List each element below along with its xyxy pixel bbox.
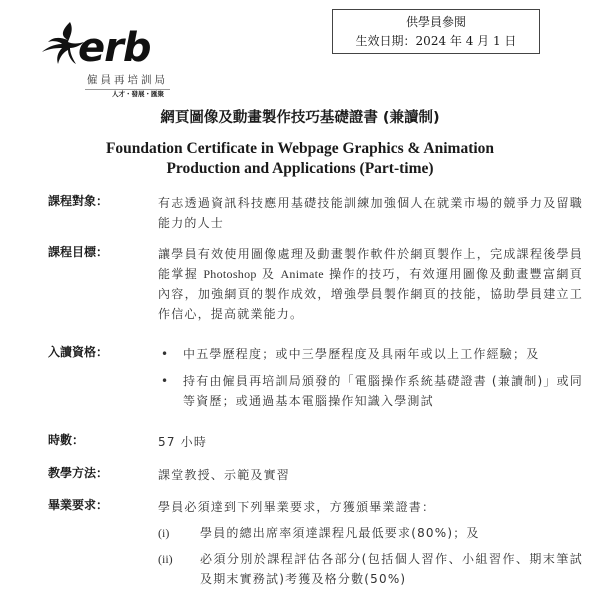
objective-text: 及 — [256, 267, 281, 281]
list-item-text: 學員的總出席率須達課程凡最低要求(80%)；及 — [200, 526, 480, 540]
list-item-text: 中五學歷程度；或中三學歷程度及具兩年或以上工作經驗；及 — [183, 347, 540, 361]
section-label: 入讀資格： — [48, 345, 109, 359]
objective-text: 讓學員有效使用圖像處理及動畫製作軟件於網頁製作上，完成課程後學員能掌握 — [158, 247, 583, 281]
software-name: Animate — [280, 267, 324, 281]
stamp-line-effective-date: 生效日期：2024 年 4 月 1 日 — [355, 34, 517, 48]
logo-org-name: 僱員再培訓局 — [85, 72, 170, 90]
course-title-en — [0, 139, 600, 179]
objective-text: 操作的技巧，有效運用圖像及動畫豐富網頁內容，加強網頁的製作成效，增強學員製作網頁的技能，協助學員建立工作信心，提高就業能力。 — [158, 267, 583, 321]
course-title-en-line2: Production and Applications (Part-time) — [166, 160, 434, 177]
list-item — [158, 549, 583, 589]
erb-logo — [40, 20, 180, 100]
reference-stamp-box — [332, 9, 540, 54]
section-value: 課堂教授、示範及實習 — [158, 468, 291, 482]
section-label: 時數： — [48, 433, 85, 447]
list-item — [158, 371, 583, 411]
section-label: 教學方法： — [48, 466, 109, 480]
list-item-text: 持有由僱員再培訓局頒發的「電腦操作系統基礎證書 (兼讀制)」或同等資歷；或通過基本電腦操作知識入學測試 — [183, 374, 583, 408]
logo-tagline: 人才・發展・匯聚 — [112, 90, 164, 98]
section-value: 57 小時 — [158, 435, 208, 449]
section-label: 課程對象： — [48, 194, 109, 208]
section-label: 課程目標： — [48, 245, 109, 259]
section-value: 有志透過資訊科技應用基礎技能訓練加強個人在就業市場的競爭力及留職能力的人士 — [158, 196, 583, 230]
bullet-icon: • — [161, 374, 170, 388]
course-title-en-line1: Foundation Certificate in Webpage Graphics & Animation — [105, 140, 495, 157]
list-item-text: 必須分別於課程評估各部分(包括個人習作、小組習作、期末筆試及期末實務試)考獲及格分數(50%) — [200, 552, 583, 586]
list-item — [158, 523, 583, 543]
course-title-cn: 網頁圖像及動畫製作技巧基礎證書 (兼讀制) — [160, 110, 440, 126]
list-number: (ii) — [158, 552, 173, 566]
section-label: 畢業要求： — [48, 498, 109, 512]
list-number: (i) — [158, 526, 170, 540]
graduation-intro: 學員必須達到下列畢業要求，方獲頒畢業證書： — [158, 500, 436, 514]
list-item — [158, 344, 583, 364]
stamp-line-reference: 供學員參閱 — [405, 15, 466, 29]
section-value — [158, 497, 583, 589]
bullet-icon: • — [161, 347, 170, 361]
section-value — [158, 344, 583, 418]
logo-wordmark: erb — [78, 25, 151, 71]
software-name: Photoshop — [203, 267, 257, 281]
section-value — [158, 244, 583, 324]
